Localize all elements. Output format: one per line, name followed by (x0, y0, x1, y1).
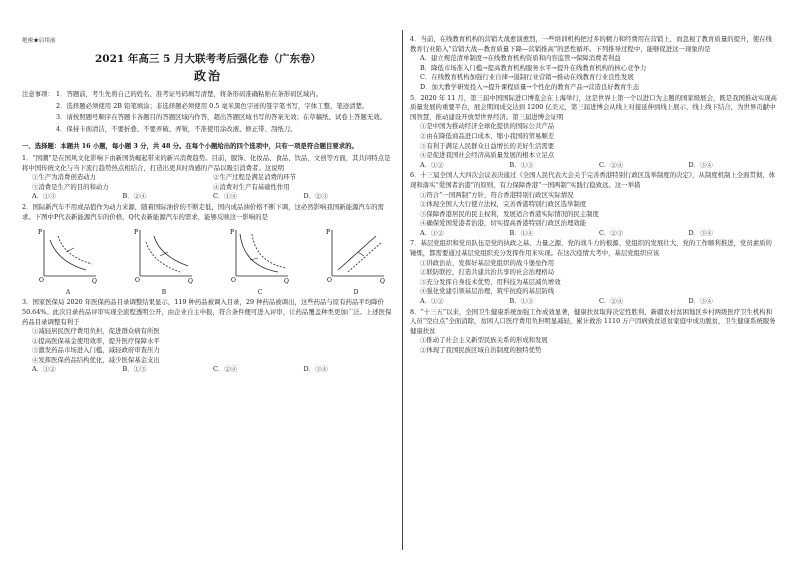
option: ②联防联控，打造共建共治共享的社会治理格局 (420, 268, 555, 277)
option: ④确保爱国爱港者治港，切实提高香港特别行政区治理效能 (420, 219, 587, 228)
option: ①减轻居民医疗费用负担，促进群众病有所医 (32, 327, 160, 336)
graph-c (228, 226, 292, 297)
graph-a (36, 226, 100, 297)
option: ③充分发挥自身技术优势，用科技为基层减负增效 (420, 277, 561, 286)
graph-b-figure (132, 226, 196, 284)
svg-text:O: O (231, 277, 236, 285)
svg-text:O: O (327, 277, 332, 285)
svg-text:Q: Q (380, 278, 385, 285)
question-6 (410, 171, 778, 238)
column-divider (402, 30, 403, 550)
right-column (410, 34, 778, 356)
option: ②由在降低商品进口成本，缩小我国的贸易顺差 (420, 131, 555, 140)
option: ④强化党建引领基层治理，筑牢抗疫的基层防线 (420, 287, 555, 296)
choice-a: A．①② (420, 228, 444, 237)
option: ②体现全国人大行使立法权，完善香港特别行政区选举制度 (420, 200, 587, 209)
question-8 (410, 308, 778, 356)
choice-a: A．①③ (32, 192, 56, 201)
notice-items (56, 90, 394, 136)
choice-b: B．②④ (122, 192, 147, 201)
option: B．降低市场准入门槛→提高教育机构服务水平→提升在线教育机构的核心竞争力 (420, 63, 647, 72)
option: ②生产过程是满足消费的环节 (213, 173, 297, 182)
question-5 (410, 94, 778, 171)
svg-text:P: P (134, 229, 139, 237)
svg-text:Q: Q (188, 278, 193, 285)
secret-mark: 绝密★启用前 (22, 38, 56, 44)
choice-b: B．①④ (509, 228, 534, 237)
choice-b: B．①③ (509, 160, 534, 169)
option: ③保障香港居民的民主权利，发展适合香港实际情况的民主制度 (420, 209, 599, 218)
choice-c: C．②④ (213, 365, 238, 374)
option: ④消费对生产有基础性作用 (213, 182, 290, 191)
choice-c: C．②③ (599, 228, 624, 237)
notice-item: 1．答题前，考生先将自己的姓名、准考证号码填写清楚，将条形码准确粘贴在条形码区域内。 (56, 90, 323, 98)
question-stem: 2．国际新汽车不用或品值作为动力来源，随着国际油价的不断走低，国内成品油价格不断下调，这必然影响我国新能源汽车的需求。下图中P代表新能源汽车的价格，Q代表新能源汽车的需求，能够反映这一影响的是 (22, 202, 384, 221)
graph-label: A (65, 288, 71, 296)
question-stem: 7．基层党组织和党员队伍是党的执政之基、力量之源，党的战斗力的根源、党组织的发展壮大，党的工作顺利推进，党员素质的锤炼，都需要通过基层党组织充分发挥作用来实现。在这次疫情大考中，基层党组织应该 (410, 239, 772, 258)
choice-d: D．③④ (688, 297, 713, 306)
graph-d (324, 226, 388, 297)
subject-title: 政治 (193, 69, 222, 83)
question-1 (22, 154, 394, 202)
option: D．加大教学研发投入→提升课程质量→个性化的教育产品→营造良好教育生态 (420, 82, 640, 91)
option: ③有利于满足人民群众日益增长的美好生活需要 (420, 141, 555, 150)
left-column (22, 34, 394, 375)
notice-block (22, 90, 394, 136)
option: ①符合“一国两制”方针，符合香港特别行政区实际情况 (420, 190, 574, 199)
choice-d: D．③④ (303, 365, 328, 374)
svg-text:P: P (230, 229, 235, 237)
question-stem: 1．“国潮”是在国风文化影响下由新国货崛起带来的新兴消费趋势。目前，服饰、化妆品、食品、饮品、文创等方面，其共同特点是将中国传统文化与当下流行趋势热点相结合，打造出更具时尚感的产品以吸引消费者。这说明 (22, 153, 391, 172)
question-stem: 4．当前，在线教育机构的营销大战愈演愈烈，一些培训机构把过多的精力和经费用在营销上，而忽视了教育质量的提升，使在线教育行业陷入“营销大战—教育质量下降—营销推高”的恶性循环。下列推导过程中，能够促进这一现象的是 (410, 35, 772, 53)
option: ④是促进我国社会经济高质量发展的根本立足点 (420, 151, 555, 160)
option: ②提高医保基金使用效率，提升医疗保障水平 (32, 336, 160, 345)
question-4 (410, 35, 778, 93)
option: ①是中国为推动经济全球化提供的国际公共产品 (420, 122, 555, 131)
axis-label-p: P (38, 229, 43, 237)
choice-c: C．②④ (599, 297, 624, 306)
choice-a: A．①② (420, 160, 444, 169)
question-stem: 5．2020 年 11 月，第三届中国国际进口博览会在上海举行，这是世界上第一个以进口为主题的国家级展会，既是我国推动实现高质量发展的重要平台，展会期间成交达到 1200 亿美元，第三届进博会从线上对接延伸到线上展示，线上线下结合，为世界贡献中国智慧，推动建设开放型世界经济。第三届进博会证明 (410, 93, 777, 121)
question-stem: 3．国家医保局 2020 年医保药品目录调整结果显示，119 种药品被调入目录，29 种药品被调出，这些药品与原有药品平均降价 50.64%。此次目录药品评审实现全流程透明公开，由企业自主申报，符合条件便可进入评审，让药品覆盖种类更加广泛。上述医保药品目录调整有利于 (22, 298, 392, 326)
notice-item: 3．请按照题号顺序在答题卡各题目的答题区域内作答，超出答题区域书写的答案无效；在草稿纸、试卷上答题无效。 (56, 113, 386, 122)
choice-d: D．③④ (688, 160, 713, 169)
origin-label: O (39, 277, 44, 285)
question-2 (22, 203, 394, 297)
answer-choices (410, 161, 778, 171)
graph-d-figure (324, 226, 388, 284)
option: ②体现了我国民族区域自治制度的独特优势 (420, 346, 542, 354)
notice-item: 4．保持卡面清洁，不要折叠、不要弄破、弄皱，不准使用涂改液、修正带、刮纸刀。 (56, 124, 297, 133)
graph-label: B (161, 288, 167, 296)
section-heading: 一、选择题：本题共 16 小题，每小题 3 分，共 48 分。在每个小题给出的四个选项中，只有一项是符合题目要求的。 (22, 142, 358, 151)
option: ④发挥医保药品结构优化，减少医保基金支出 (32, 355, 160, 364)
choice-b: B．①③ (509, 297, 534, 306)
graph-a-figure (36, 226, 100, 284)
choice-a: A．①② (32, 365, 56, 374)
choice-d: D．③④ (688, 228, 713, 237)
option: ①讲政治站，发挥好基层党组织的战斗堡垒作用 (420, 258, 555, 267)
choice-d: D．②③ (303, 192, 328, 201)
svg-text:Q: Q (284, 278, 289, 285)
graph-b (132, 226, 196, 297)
option: A．建立规范清单制度→在线教育机构资质和内容监管→保障消费者利益 (420, 54, 621, 63)
question-stem: 6．十三届全国人大四次会议表决通过《全国人民代表大会关于完善香港特别行政区选举制度的决定》，从制度机制上全面贯彻、体现和落实“爱国者治港”的原则，有力保障香港“一国两制”实践行稳致远。这一举措 (410, 171, 776, 189)
svg-text:O: O (135, 277, 140, 285)
notice-label: 注意事项： (22, 90, 54, 98)
answer-choices (410, 297, 778, 307)
supply-demand-graphs (22, 222, 394, 297)
graph-label: C (257, 288, 263, 296)
axis-label-q: Q (92, 278, 97, 285)
answer-choices (410, 229, 778, 239)
option: ③消费是生产的目的和动力 (32, 182, 109, 191)
option: C．在线教育机构加强行业自律→遏制行业营销→推动在线教育行业良性发展 (420, 73, 634, 82)
svg-text:P: P (326, 229, 331, 237)
answer-choices (22, 365, 394, 375)
option: ①生产为消费创造动力 (32, 173, 96, 182)
option: ③激发药品市场进入门槛，减轻政府审查压力 (32, 346, 160, 355)
question-7 (410, 239, 778, 306)
choice-c: C．②④ (599, 160, 624, 169)
exam-title: 2021 年高三 5 月大联考考后强化卷（广东卷） (95, 53, 321, 65)
graph-c-figure (228, 226, 292, 284)
choice-a: A．①② (420, 297, 444, 306)
choice-c: C．①④ (213, 192, 238, 201)
question-3 (22, 298, 394, 375)
question-stem: 8．“十三五”以来，全国卫生健康系统加强工作成效显著，健康扶贫取得决定性胜利，新疆农村贫困地区乡村两级医疗卫生机构和人员“空白点”全面消除，贫困人口医疗费用负担明显减轻，累计救治 1110 万户因病致贫返贫家庭中成功脱贫，卫生健康系统服务健康扶贫 (410, 307, 776, 335)
notice-item: 2．选择题必须使用 2B 铅笔填涂；非选择题必须使用 0.5 毫米黑色字迹的签字笔书写，字体工整、笔迹清楚。 (56, 101, 369, 110)
choice-b: B．①③ (122, 365, 147, 374)
graph-label: D (353, 288, 359, 296)
answer-choices (22, 192, 394, 202)
option: ①推动了社会主义新型民族关系的形成和发展 (420, 336, 548, 345)
